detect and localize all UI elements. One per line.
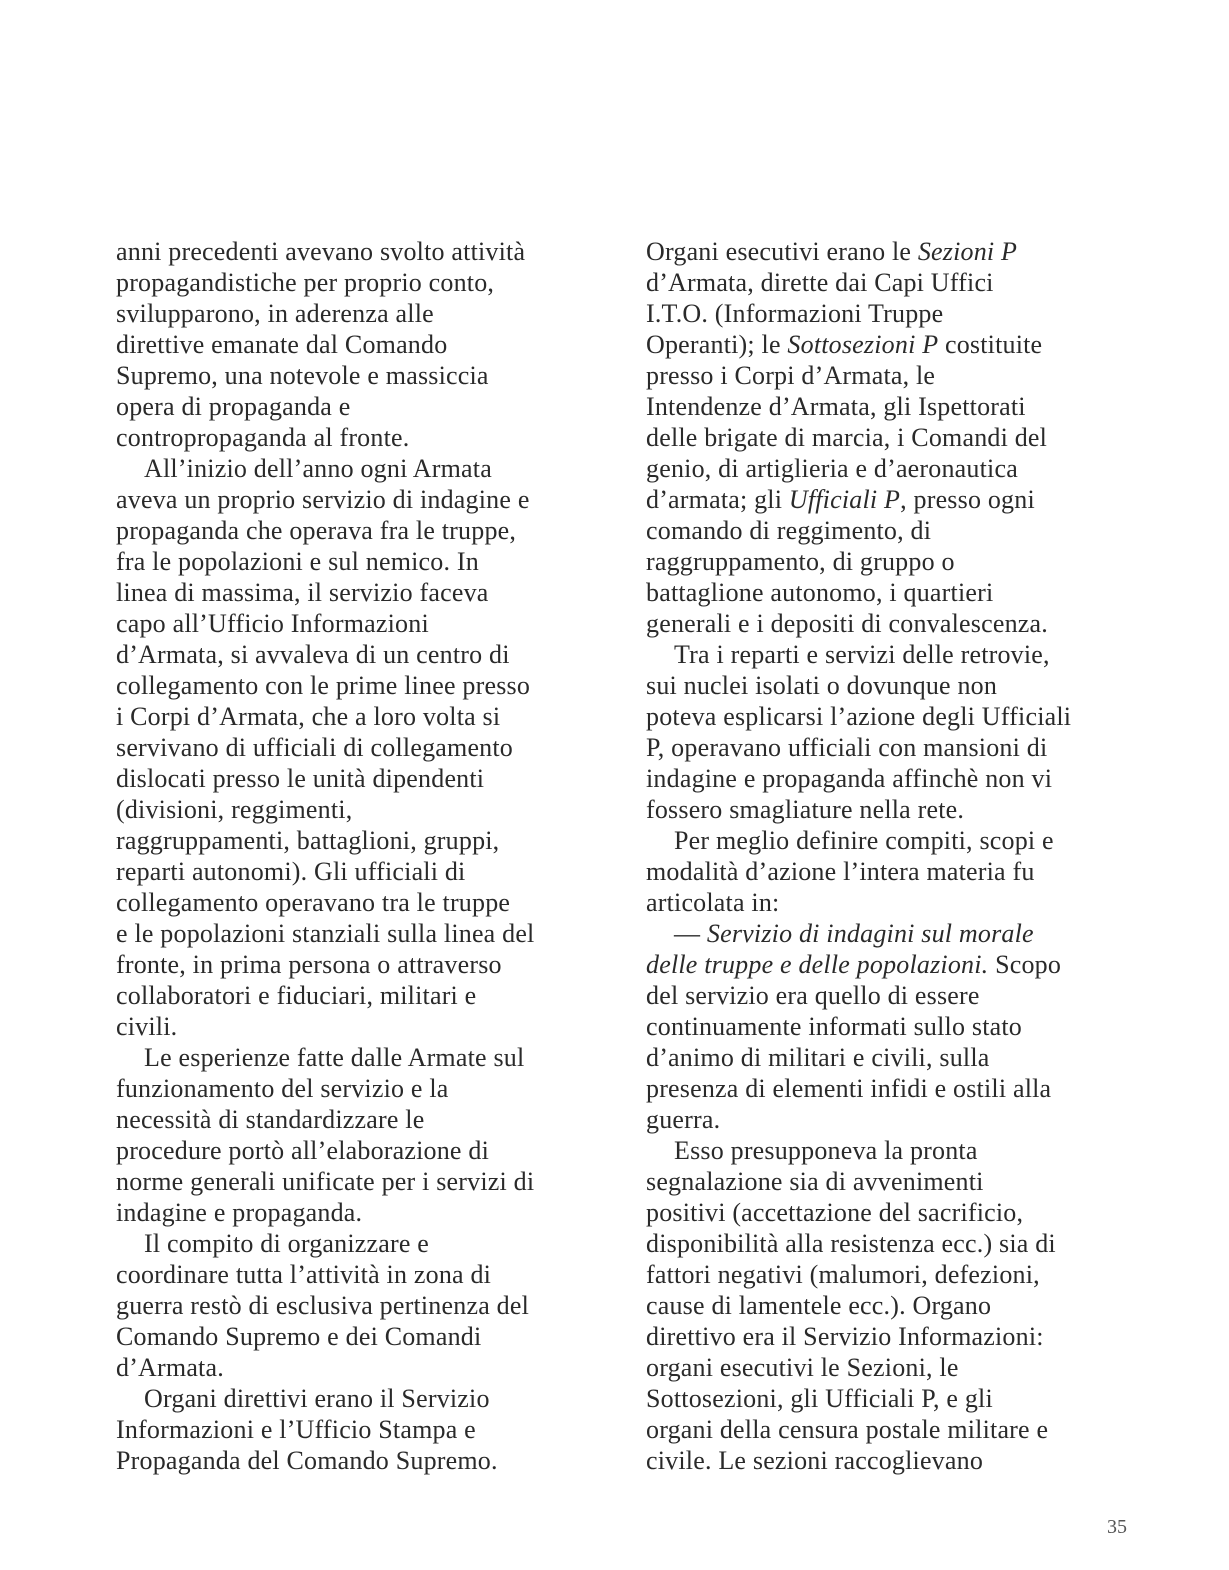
text-segment: anni precedenti avevano svolto attività: [116, 237, 526, 266]
text-line: [646, 763, 1126, 794]
text-segment: direttive emanate dal Comando: [116, 330, 448, 359]
text-line: [116, 639, 596, 670]
text-line: [646, 825, 1126, 856]
text-segment: civile. Le sezioni raccoglievano: [646, 1446, 984, 1475]
text-line: [646, 422, 1126, 453]
text-segment: Il compito di organizzare e: [144, 1229, 430, 1258]
text-line: [646, 577, 1126, 608]
text-segment: Per meglio definire compiti, scopi e: [674, 826, 1054, 855]
text-segment: Sottosezioni, gli Ufficiali P, e gli: [646, 1384, 993, 1413]
text-line: [646, 1011, 1126, 1042]
text-segment: , presso ogni: [900, 485, 1035, 514]
text-segment: indagine e propaganda affinchè non vi: [646, 764, 1053, 793]
italic-text: Servizio di indagini sul morale: [706, 919, 1034, 948]
text-line: [646, 856, 1126, 887]
text-segment: poteva esplicarsi l’azione degli Ufficiali: [646, 702, 1072, 731]
text-segment: opera di propaganda e: [116, 392, 351, 421]
text-segment: disponibilità alla resistenza ecc.) sia di: [646, 1229, 1056, 1258]
text-segment: contropropaganda al fronte.: [116, 423, 410, 452]
text-line: [116, 856, 596, 887]
text-line: [646, 887, 1126, 918]
text-segment: del servizio era quello di essere: [646, 981, 980, 1010]
text-segment: costituite: [938, 330, 1043, 359]
text-segment: genio, di artiglieria e d’aeronautica: [646, 454, 1018, 483]
text-segment: funzionamento del servizio e la: [116, 1074, 449, 1103]
text-line: [116, 949, 596, 980]
text-line: [646, 1321, 1126, 1352]
text-line: [116, 577, 596, 608]
text-line: [646, 639, 1126, 670]
text-segment: raggruppamenti, battaglioni, gruppi,: [116, 826, 500, 855]
text-line: [116, 484, 596, 515]
text-segment: collaboratori e fiduciari, militari e: [116, 981, 477, 1010]
text-segment: Operanti); le: [646, 330, 788, 359]
text-line: [116, 608, 596, 639]
text-line: [116, 1011, 596, 1042]
text-line: [116, 298, 596, 329]
text-line: [646, 1166, 1126, 1197]
text-segment: presso i Corpi d’Armata, le: [646, 361, 936, 390]
text-segment: procedure portò all’elaborazione di: [116, 1136, 489, 1165]
text-segment: fronte, in prima persona o attraverso: [116, 950, 502, 979]
text-line: [116, 1352, 596, 1383]
text-segment: indagine e propaganda.: [116, 1198, 363, 1227]
page-number: 35: [1107, 1516, 1127, 1538]
text-segment: positivi (accettazione del sacrificio,: [646, 1198, 1024, 1227]
text-line: [646, 670, 1126, 701]
text-segment: Le esperienze fatte dalle Armate sul: [144, 1043, 525, 1072]
text-line: [116, 391, 596, 422]
text-line: [646, 329, 1126, 360]
text-segment: i Corpi d’Armata, che a loro volta si: [116, 702, 501, 731]
text-line: [646, 1228, 1126, 1259]
text-line: [646, 267, 1126, 298]
text-segment: dislocati presso le unità dipendenti: [116, 764, 485, 793]
text-line: [116, 1414, 596, 1445]
text-line: [646, 298, 1126, 329]
italic-text: Ufficiali P: [788, 485, 901, 514]
text-segment: Informazioni e l’Ufficio Stampa e: [116, 1415, 476, 1444]
text-line: [646, 453, 1126, 484]
text-line: [116, 1073, 596, 1104]
text-line: [116, 1383, 596, 1414]
text-segment: propaganda che operava fra le truppe,: [116, 516, 517, 545]
text-line: [116, 1321, 596, 1352]
text-line: [646, 949, 1126, 980]
text-line: [116, 794, 596, 825]
text-line: [116, 701, 596, 732]
text-line: [116, 1445, 596, 1476]
text-segment: All’inizio dell’anno ogni Armata: [144, 454, 492, 483]
text-line: [116, 546, 596, 577]
text-line: [116, 1259, 596, 1290]
text-line: [116, 1290, 596, 1321]
text-line: [646, 608, 1126, 639]
text-line: [646, 1197, 1126, 1228]
text-segment: Scopo: [988, 950, 1062, 979]
text-segment: e le popolazioni stanziali sulla linea del: [116, 919, 535, 948]
text-line: [646, 515, 1126, 546]
text-line: [646, 1042, 1126, 1073]
text-segment: generali e i depositi di convalescenza.: [646, 609, 1048, 638]
text-line: [646, 484, 1126, 515]
text-line: [116, 918, 596, 949]
text-line: [116, 453, 596, 484]
italic-text: delle truppe e delle popolazioni.: [646, 950, 989, 979]
text-segment: d’Armata, si avvaleva di un centro di: [116, 640, 510, 669]
text-segment: Organi direttivi erano il Servizio: [144, 1384, 490, 1413]
text-segment: —: [674, 919, 707, 948]
text-line: [116, 825, 596, 856]
text-segment: fra le popolazioni e sul nemico. In: [116, 547, 479, 576]
text-line: [116, 732, 596, 763]
text-segment: collegamento con le prime linee presso: [116, 671, 531, 700]
text-line: [646, 1414, 1126, 1445]
text-line: [646, 1104, 1126, 1135]
text-line: [116, 670, 596, 701]
text-line: [116, 515, 596, 546]
text-segment: guerra restò di esclusiva pertinenza del: [116, 1291, 529, 1320]
text-line: [116, 236, 596, 267]
text-segment: fattori negativi (malumori, defezioni,: [646, 1260, 1040, 1289]
text-line: [116, 1197, 596, 1228]
text-segment: raggruppamento, di gruppo o: [646, 547, 955, 576]
text-line: [646, 391, 1126, 422]
text-line: [116, 1228, 596, 1259]
text-line: [646, 360, 1126, 391]
text-line: [116, 887, 596, 918]
text-segment: presenza di elementi infidi e ostili alla: [646, 1074, 1052, 1103]
text-line: [116, 422, 596, 453]
text-segment: comando di reggimento, di: [646, 516, 932, 545]
text-segment: servivano di ufficiali di collegamento: [116, 733, 514, 762]
text-segment: sui nuclei isolati o dovunque non: [646, 671, 998, 700]
italic-text: Sottosezioni P: [787, 330, 939, 359]
text-segment: I.T.O. (Informazioni Truppe: [646, 299, 944, 328]
text-segment: cause di lamentele ecc.). Organo: [646, 1291, 992, 1320]
text-line: [646, 732, 1126, 763]
text-line: [646, 236, 1126, 267]
text-line: [116, 1042, 596, 1073]
text-line: [646, 1290, 1126, 1321]
text-segment: Supremo, una notevole e massiccia: [116, 361, 489, 390]
text-segment: organi della censura postale militare e: [646, 1415, 1049, 1444]
text-line: [646, 1445, 1126, 1476]
text-segment: continuamente informati sullo stato: [646, 1012, 1022, 1041]
text-line: [646, 794, 1126, 825]
text-segment: linea di massima, il servizio faceva: [116, 578, 489, 607]
text-segment: direttivo era il Servizio Informazioni:: [646, 1322, 1044, 1351]
text-line: [116, 763, 596, 794]
text-segment: articolata in:: [646, 888, 780, 917]
text-line: [116, 1135, 596, 1166]
text-line: [646, 918, 1126, 949]
text-segment: svilupparono, in aderenza alle: [116, 299, 434, 328]
text-segment: modalità d’azione l’intera materia fu: [646, 857, 1035, 886]
text-segment: Tra i reparti e servizi delle retrovie,: [674, 640, 1050, 669]
text-line: [646, 1073, 1126, 1104]
text-segment: coordinare tutta l’attività in zona di: [116, 1260, 492, 1289]
italic-text: Sezioni P: [917, 237, 1018, 266]
text-segment: capo all’Ufficio Informazioni: [116, 609, 429, 638]
text-segment: aveva un proprio servizio di indagine e: [116, 485, 530, 514]
text-line: [646, 980, 1126, 1011]
text-segment: norme generali unificate per i servizi di: [116, 1167, 535, 1196]
text-segment: P, operavano ufficiali con mansioni di: [646, 733, 1048, 762]
text-segment: battaglione autonomo, i quartieri: [646, 578, 994, 607]
text-line: [116, 360, 596, 391]
text-segment: Organi esecutivi erano le: [646, 237, 918, 266]
text-segment: reparti autonomi). Gli ufficiali di: [116, 857, 466, 886]
text-segment: civili.: [116, 1012, 178, 1041]
text-line: [646, 1259, 1126, 1290]
text-segment: necessità di standardizzare le: [116, 1105, 425, 1134]
right-column: [646, 236, 1126, 1476]
text-segment: guerra.: [646, 1105, 721, 1134]
text-line: [646, 546, 1126, 577]
text-segment: fossero smagliature nella rete.: [646, 795, 965, 824]
text-segment: Esso presupponeva la pronta: [674, 1136, 978, 1165]
text-segment: d’armata; gli: [646, 485, 789, 514]
text-line: [116, 980, 596, 1011]
text-segment: collegamento operavano tra le truppe: [116, 888, 511, 917]
text-segment: organi esecutivi le Sezioni, le: [646, 1353, 959, 1382]
text-segment: d’Armata.: [116, 1353, 224, 1382]
text-line: [116, 1166, 596, 1197]
left-column: [116, 236, 596, 1476]
text-line: [116, 329, 596, 360]
text-segment: Propaganda del Comando Supremo.: [116, 1446, 498, 1475]
text-line: [646, 701, 1126, 732]
text-segment: propagandistiche per proprio conto,: [116, 268, 495, 297]
text-segment: d’animo di militari e civili, sulla: [646, 1043, 990, 1072]
text-segment: d’Armata, dirette dai Capi Uffici: [646, 268, 994, 297]
text-segment: (divisioni, reggimenti,: [116, 795, 353, 824]
text-line: [116, 267, 596, 298]
text-segment: Intendenze d’Armata, gli Ispettorati: [646, 392, 1026, 421]
text-line: [646, 1135, 1126, 1166]
text-line: [646, 1352, 1126, 1383]
text-segment: segnalazione sia di avvenimenti: [646, 1167, 984, 1196]
text-line: [116, 1104, 596, 1135]
text-line: [646, 1383, 1126, 1414]
text-segment: delle brigate di marcia, i Comandi del: [646, 423, 1048, 452]
text-segment: Comando Supremo e dei Comandi: [116, 1322, 482, 1351]
